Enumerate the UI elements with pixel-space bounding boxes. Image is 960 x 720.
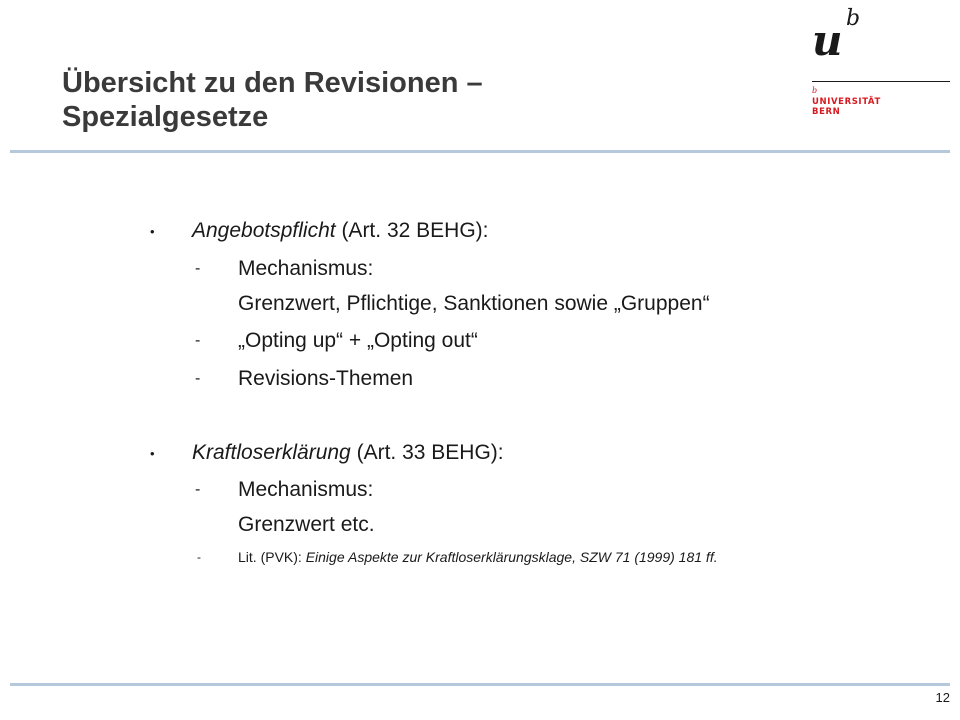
list-item-continuation: Grenzwert etc. — [238, 513, 375, 536]
section-heading-rest: (Art. 32 BEHG): — [335, 219, 489, 242]
dash-marker: - — [195, 332, 201, 349]
section-heading-italic: Kraftloserklärung — [192, 441, 351, 464]
dash-marker: - — [197, 550, 201, 564]
dash-marker: - — [195, 260, 201, 277]
literature-prefix: Lit. (PVK): — [238, 549, 306, 565]
section-heading-italic: Angebotspflicht — [192, 219, 336, 242]
logo-mark-b: b — [846, 6, 861, 31]
logo-name-line-1: UNIVERSITÄT — [812, 97, 881, 107]
list-item: Mechanismus: — [238, 257, 374, 280]
dash-marker: - — [195, 481, 201, 498]
section-heading-kraftloserklaerung — [192, 440, 504, 466]
slide-title-line-2: Spezialgesetze — [62, 101, 269, 133]
section-heading-rest: (Art. 33 BEHG): — [350, 441, 504, 464]
footer-divider — [10, 683, 950, 686]
literature-citation: Einige Aspekte zur Kraftloserklärungsklage, SZW 71 (1999) 181 ff. — [305, 549, 718, 565]
list-item: Mechanismus: — [238, 478, 374, 501]
page-number: 12 — [935, 690, 950, 705]
bullet-icon: • — [150, 446, 155, 461]
logo-name-line-2: BERN — [812, 107, 841, 117]
bullet-icon: • — [150, 224, 155, 239]
logo-mark-u: u — [812, 16, 843, 65]
logo-small-b: b — [812, 86, 818, 95]
dash-marker: - — [195, 370, 201, 387]
list-item: Revisions-Themen — [238, 367, 414, 390]
list-item: „Opting up“ + „Opting out“ — [238, 329, 478, 352]
list-item-continuation: Grenzwert, Pflichtige, Sanktionen sowie „Gruppen“ — [238, 292, 710, 315]
slide-title-line-1: Übersicht zu den Revisionen – — [62, 67, 483, 99]
literature-reference — [238, 548, 718, 566]
section-heading-angebotspflicht — [192, 218, 488, 244]
